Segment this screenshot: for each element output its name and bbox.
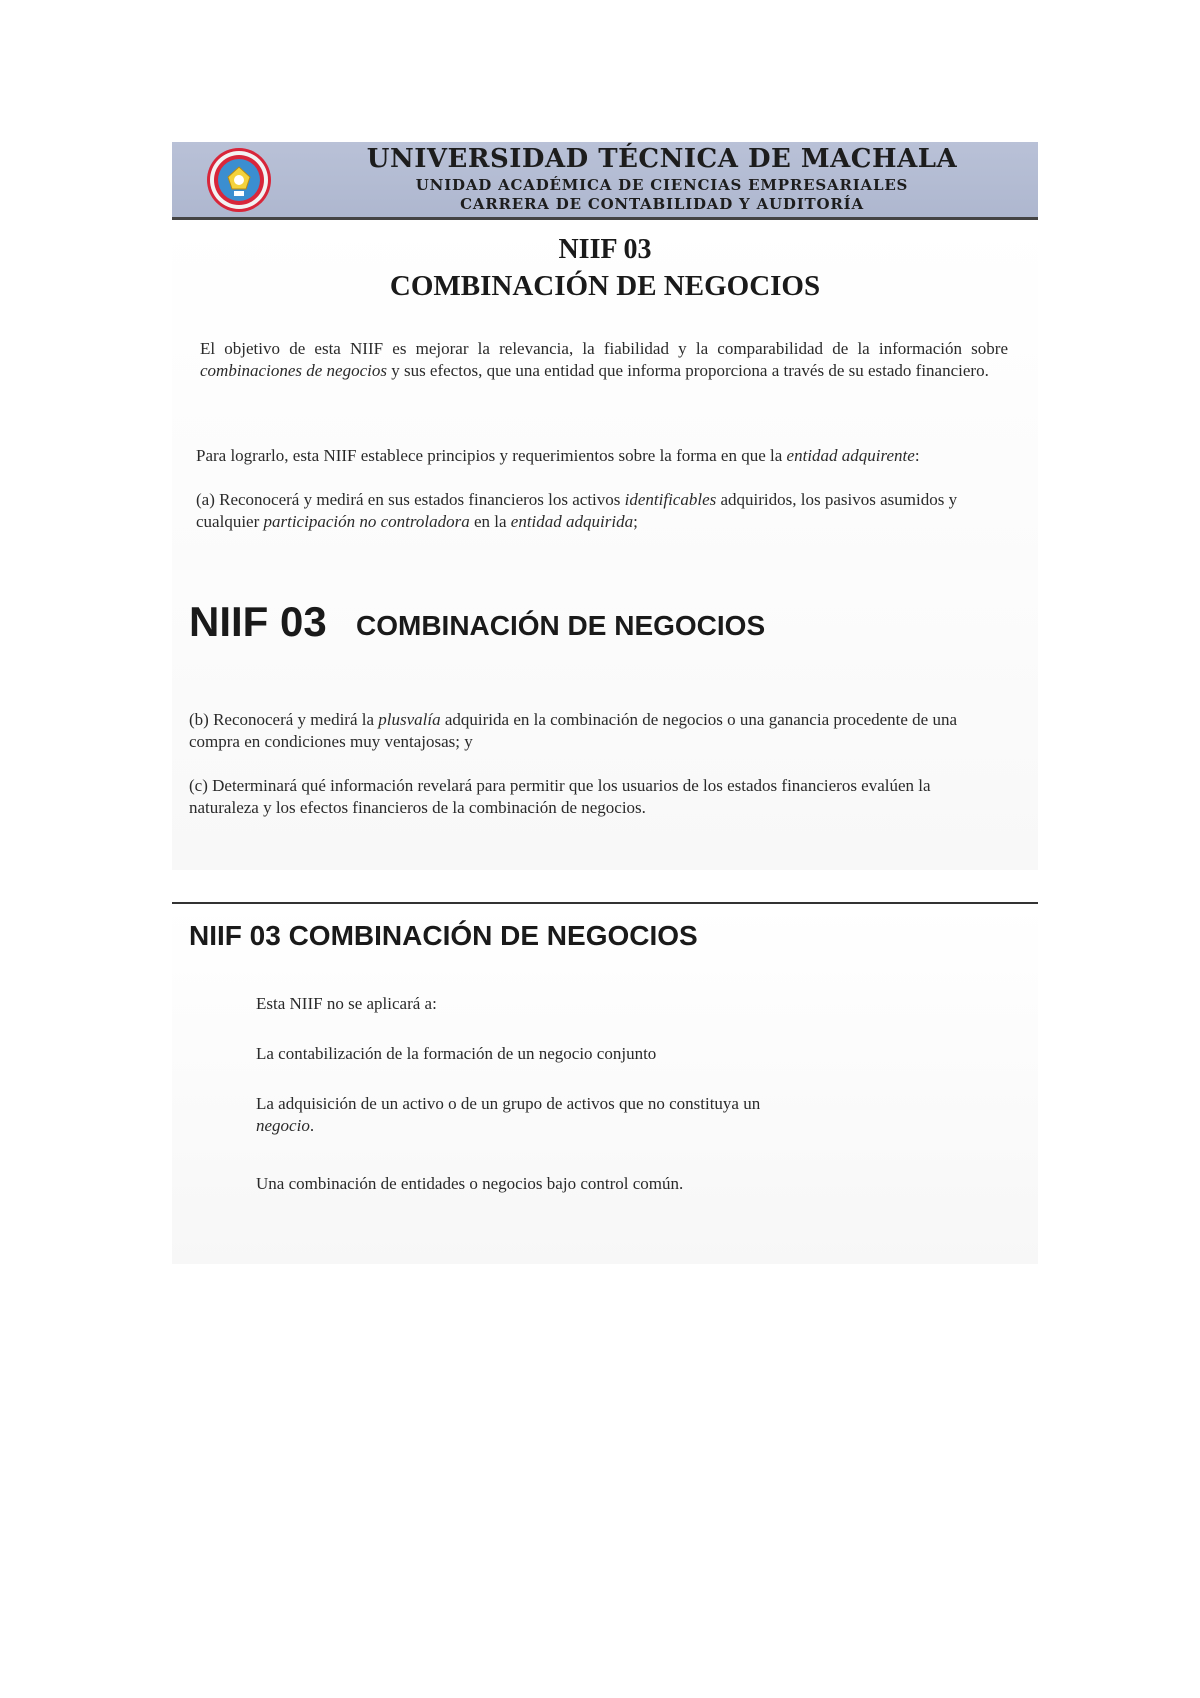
university-name: UNIVERSIDAD TÉCNICA DE MACHALA xyxy=(366,144,958,174)
slide-3-title: NIIF 03 COMBINACIÓN DE NEGOCIOS xyxy=(189,920,698,951)
slide-2-title: COMBINACIÓN DE NEGOCIOS xyxy=(356,610,766,641)
item-c-paragraph: (c) Determinará qué información revelará para permitir que los usuarios de los estados financieros evalúen la naturaleza y los efectos financieros de la combinación de negocios. xyxy=(189,776,931,817)
item-a-paragraph: (a) Reconocerá y medirá en sus estados financieros los activos identificables adquiridos, los pasivos asumidos y cualquier participación no controladora en la entidad adquirida; xyxy=(196,490,958,531)
slide-2-title-code: NIIF 03 xyxy=(189,598,327,645)
university-seal-logo xyxy=(206,147,272,213)
scope-item-asset-acquisition: La adquisición de un activo o de un grupo de activos que no constituya un negocio. xyxy=(256,1094,761,1135)
slide-1-title: COMBINACIÓN DE NEGOCIOS xyxy=(389,270,821,302)
objective-paragraph: El objetivo de esta NIIF es mejorar la relevancia, la fiabilidad y la comparabilidad de la información sobre combinaciones de negocios y sus efectos, que una entidad que informa proporciona a través de su estado financiero. xyxy=(200,339,1008,380)
slide-3 xyxy=(172,904,1038,1264)
university-header-banner xyxy=(172,142,1038,218)
career-name: CARRERA DE CONTABILIDAD Y AUDITORÍA xyxy=(460,195,864,213)
scope-intro: Esta NIIF no se aplicará a: xyxy=(256,994,437,1013)
scope-item-common-control: Una combinación de entidades o negocios bajo control común. xyxy=(256,1174,684,1193)
item-b-paragraph: (b) Reconocerá y medirá la plusvalía adquirida en la combinación de negocios o una ganancia procedente de una compra en condiciones muy ventajosas; y xyxy=(189,710,958,751)
intro-paragraph: Para lograrlo, esta NIIF establece principios y requerimientos sobre la forma en que la entidad adquirente: xyxy=(196,446,920,465)
academic-unit: UNIDAD ACADÉMICA DE CIENCIAS EMPRESARIALES xyxy=(415,176,909,194)
scope-item-joint-venture: La contabilización de la formación de un negocio conjunto xyxy=(256,1044,657,1063)
slide-1-title-code: NIIF 03 xyxy=(558,234,652,265)
